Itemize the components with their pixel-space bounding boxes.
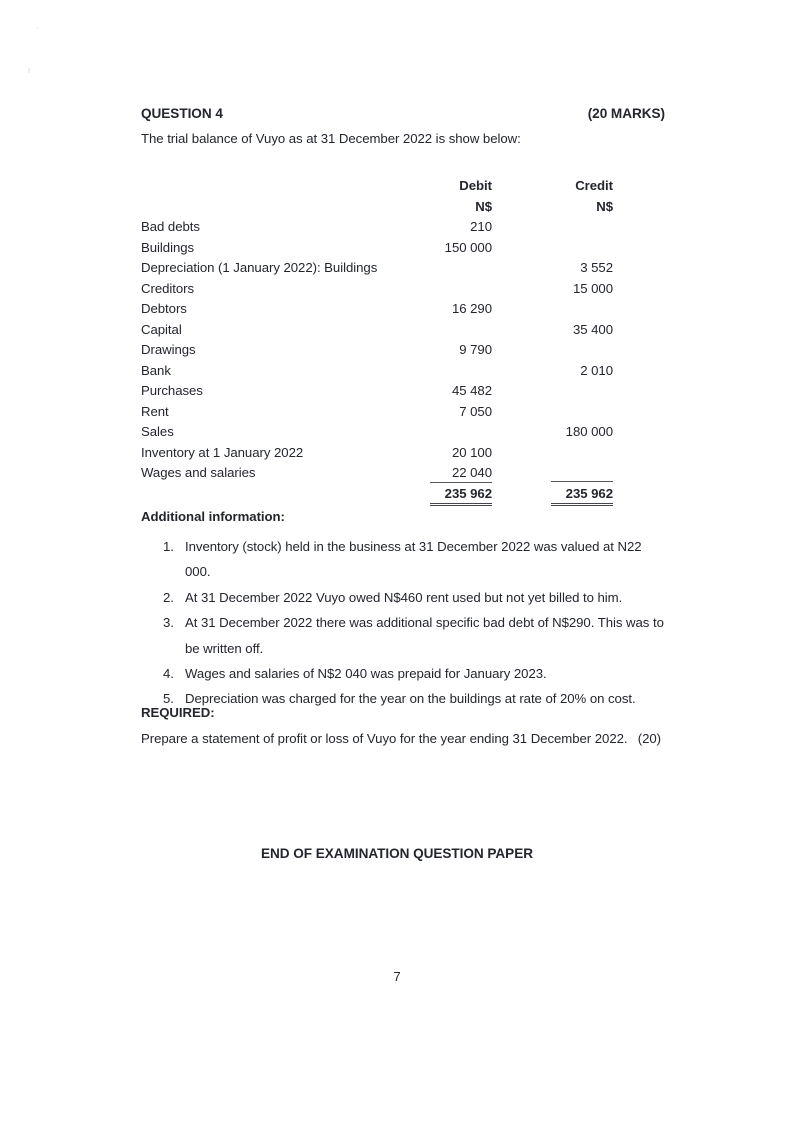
table-row bbox=[141, 258, 665, 279]
table-row bbox=[141, 320, 665, 341]
item-text: Depreciation was charged for the year on the buildings at rate of 20% on cost. bbox=[185, 691, 636, 707]
table-row bbox=[141, 463, 665, 484]
credit-total: 235 962 bbox=[492, 484, 613, 506]
row-label: Creditors bbox=[141, 280, 195, 296]
required-heading: REQUIRED: bbox=[141, 705, 215, 720]
intro-text: The trial balance of Vuyo as at 31 December 2022 is show below: bbox=[141, 131, 521, 146]
credit-cell: 2 010 bbox=[580, 362, 613, 378]
row-label: Drawings bbox=[141, 342, 196, 357]
table-row bbox=[141, 279, 665, 300]
item-text: At 31 December 2022 Vuyo owed N$460 rent used but not yet billed to him. bbox=[185, 589, 623, 605]
row-label: Depreciation (1 January 2022): Buildings bbox=[141, 260, 378, 275]
currency-header-row bbox=[141, 197, 665, 218]
debit-currency-label: N$ bbox=[475, 198, 492, 214]
debit-cell: 150 000 bbox=[444, 239, 492, 255]
table-row bbox=[141, 299, 665, 320]
debit-cell: 16 290 bbox=[451, 301, 492, 316]
item-text: At 31 December 2022 there was additional specific bad debt of N$290. This was to be written off. bbox=[185, 615, 664, 656]
credit-cell bbox=[492, 217, 613, 238]
credit-cell bbox=[492, 238, 613, 259]
debit-cell bbox=[421, 258, 492, 279]
item-number: 4. bbox=[163, 666, 174, 682]
additional-information-list bbox=[141, 534, 665, 712]
row-label: Rent bbox=[141, 403, 169, 419]
row-label: Wages and salaries bbox=[141, 465, 256, 480]
table-row bbox=[141, 238, 665, 259]
item-number: 2. bbox=[163, 589, 174, 605]
table-row bbox=[141, 340, 665, 361]
list-item bbox=[163, 610, 665, 661]
list-item bbox=[163, 534, 665, 585]
debit-cell bbox=[421, 422, 492, 443]
debit-cell: 45 482 bbox=[451, 383, 492, 398]
table-row bbox=[141, 422, 665, 443]
credit-column-header: Credit bbox=[575, 178, 613, 193]
list-item bbox=[163, 661, 665, 686]
table-row bbox=[141, 402, 665, 423]
scan-artifact: r bbox=[28, 66, 31, 75]
row-label: Bad debts bbox=[141, 219, 200, 234]
scan-artifact: · bbox=[36, 24, 39, 33]
table-row bbox=[141, 361, 665, 382]
end-of-paper-note: END OF EXAMINATION QUESTION PAPER bbox=[260, 846, 533, 861]
credit-cell: 3 552 bbox=[580, 260, 613, 275]
debit-cell: 20 100 bbox=[451, 444, 492, 460]
task-text: Prepare a statement of profit or loss of Vuyo for the year ending 31 December 2022. bbox=[141, 731, 628, 746]
debit-cell bbox=[421, 361, 492, 382]
credit-cell: 35 400 bbox=[572, 321, 613, 337]
debit-cell: 7 050 bbox=[459, 403, 492, 419]
list-item bbox=[163, 686, 665, 711]
debit-column-header: Debit bbox=[459, 178, 492, 193]
row-label: Bank bbox=[141, 362, 171, 378]
item-number: 1. bbox=[163, 539, 174, 554]
additional-information-section bbox=[141, 507, 665, 712]
credit-cell: 15 000 bbox=[572, 280, 613, 296]
row-label: Capital bbox=[141, 321, 182, 337]
debit-cell: 210 bbox=[470, 219, 492, 234]
debit-total: 235 962 bbox=[421, 484, 492, 506]
item-text: Inventory (stock) held in the business at 31 December 2022 was valued at N22 000. bbox=[185, 539, 642, 580]
debit-cell bbox=[421, 320, 492, 341]
item-text: Wages and salaries of N$2 040 was prepaid for January 2023. bbox=[185, 666, 547, 682]
credit-cell bbox=[492, 340, 613, 361]
credit-currency-label: N$ bbox=[596, 198, 613, 214]
row-label: Debtors bbox=[141, 301, 187, 316]
row-label: Purchases bbox=[141, 383, 203, 398]
question-header bbox=[141, 106, 665, 121]
list-item bbox=[163, 585, 665, 610]
table-row bbox=[141, 217, 665, 238]
debit-cell: 22 040 bbox=[421, 463, 492, 489]
row-label: Sales bbox=[141, 424, 174, 439]
table-row bbox=[141, 381, 665, 402]
credit-cell bbox=[492, 443, 613, 464]
marks-label: (20 MARKS) bbox=[587, 106, 665, 121]
task-marks: (20) bbox=[637, 731, 661, 746]
table-header-row bbox=[141, 176, 665, 197]
credit-cell: 180 000 bbox=[565, 424, 613, 439]
required-task bbox=[141, 731, 665, 746]
row-label: Buildings bbox=[141, 239, 195, 255]
credit-cell bbox=[492, 402, 613, 423]
credit-cell bbox=[492, 299, 613, 320]
item-number: 5. bbox=[163, 691, 174, 707]
page-number: 7 bbox=[393, 969, 401, 984]
additional-information-heading: Additional information: bbox=[141, 509, 285, 524]
debit-cell bbox=[421, 279, 492, 300]
question-title: QUESTION 4 bbox=[141, 106, 223, 121]
trial-balance-table bbox=[141, 176, 665, 504]
item-number: 3. bbox=[163, 615, 174, 631]
table-row bbox=[141, 443, 665, 464]
table-total-row bbox=[141, 484, 665, 505]
debit-cell: 9 790 bbox=[459, 342, 492, 357]
row-label: Inventory at 1 January 2022 bbox=[141, 444, 304, 460]
credit-cell bbox=[492, 381, 613, 402]
